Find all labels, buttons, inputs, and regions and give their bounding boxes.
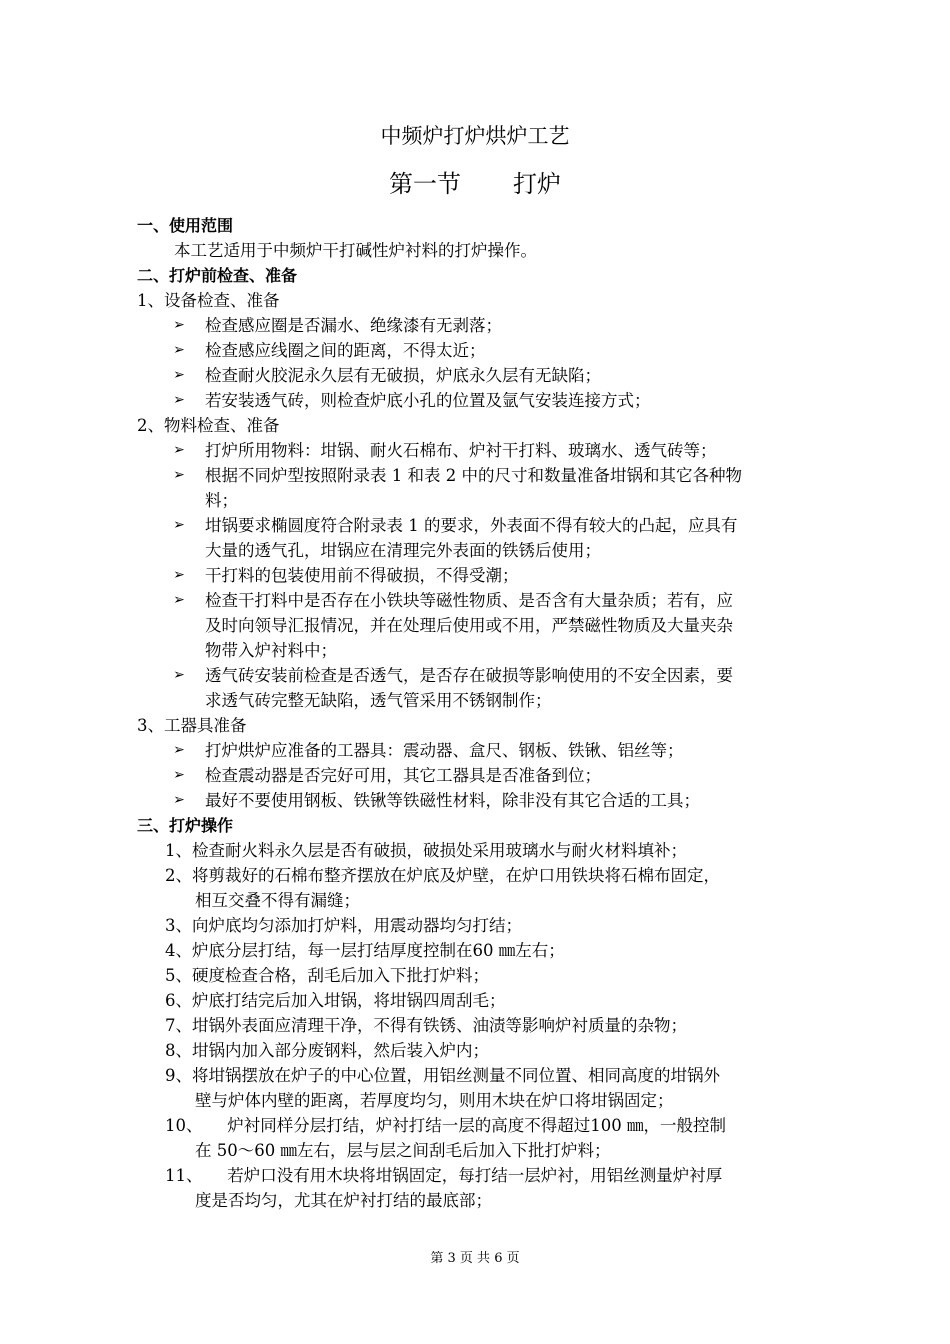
bullet-text: 料； <box>205 491 238 510</box>
heading-preparation: 二、打炉前检查、准备 <box>137 266 298 285</box>
section-heading <box>0 168 950 200</box>
bullet-text: 物带入炉衬料中； <box>205 641 337 660</box>
bullet-item-continuation <box>0 688 950 713</box>
bullet-text: 检查干打料中是否存在小铁块等磁性物质、是否含有大量杂质；若有，应 <box>205 591 733 610</box>
arrow-bullet-icon: ➢ <box>173 367 185 383</box>
step-item: 3、向炉底均匀添加打炉料，用震动器均匀打结； <box>165 916 522 935</box>
bullet-text: 求透气砖完整无缺陷，透气管采用不锈钢制作； <box>205 691 552 710</box>
bullet-item <box>0 738 950 763</box>
bullet-text: 最好不要使用钢板、铁锹等铁磁性材料，除非没有其它合适的工具； <box>205 791 700 810</box>
bullet-text: 大量的透气孔，坩锅应在清理完外表面的铁锈后使用； <box>205 541 601 560</box>
bullet-text: 检查感应线圈之间的距离，不得太近； <box>205 341 486 360</box>
bullet-text: 检查感应圈是否漏水、绝缘漆有无剥落； <box>205 316 502 335</box>
step-item-continuation: 在 50～60 ㎜左右，层与层之间刮毛后加入下批打炉料； <box>195 1141 611 1160</box>
bullet-item <box>0 763 950 788</box>
bullet-item-continuation <box>0 613 950 638</box>
bullet-item-continuation <box>0 538 950 563</box>
heading-scope: 一、使用范围 <box>137 216 234 235</box>
heading-operation: 三、打炉操作 <box>137 816 234 835</box>
bullet-text: 坩锅要求椭圆度符合附录表 1 的要求，外表面不得有较大的凸起，应具有 <box>205 516 738 535</box>
arrow-bullet-icon: ➢ <box>173 342 185 358</box>
bullet-item <box>0 788 950 813</box>
step-item-continuation: 相互交叠不得有漏缝； <box>195 891 360 910</box>
bullet-item <box>0 363 950 388</box>
bullet-item <box>0 463 950 488</box>
step-item: 6、炉底打结完后加入坩锅，将坩锅四周刮毛； <box>165 991 506 1010</box>
arrow-bullet-icon: ➢ <box>173 467 185 483</box>
section-name: 打炉 <box>513 170 561 198</box>
bullet-item <box>0 338 950 363</box>
bullet-item <box>0 663 950 688</box>
bullet-text: 干打料的包装使用前不得破损，不得受潮； <box>205 566 519 585</box>
arrow-bullet-icon: ➢ <box>173 667 185 683</box>
document-title: 中频炉打炉烘炉工艺 <box>380 124 570 148</box>
arrow-bullet-icon: ➢ <box>173 317 185 333</box>
section-number: 第一节 <box>389 170 461 198</box>
arrow-bullet-icon: ➢ <box>173 792 185 808</box>
step-item: 8、坩锅内加入部分废钢料，然后装入炉内； <box>165 1041 489 1060</box>
scope-paragraph: 本工艺适用于中频炉干打碱性炉衬料的打炉操作。 <box>174 241 537 260</box>
step-item: 4、炉底分层打结，每一层打结厚度控制在60 ㎜左右； <box>165 941 565 960</box>
bullet-text: 透气砖安装前检查是否透气，是否存在破损等影响使用的不安全因素，要 <box>205 666 733 685</box>
step-item: 9、将坩锅摆放在炉子的中心位置，用铝丝测量不同位置、相同高度的坩锅外 <box>165 1066 720 1085</box>
bullet-item <box>0 438 950 463</box>
bullet-item-continuation <box>0 638 950 663</box>
bullet-item <box>0 563 950 588</box>
step-item: 7、坩锅外表面应清理干净，不得有铁锈、油渍等影响炉衬质量的杂物； <box>165 1016 687 1035</box>
arrow-bullet-icon: ➢ <box>173 592 185 608</box>
document-body <box>0 213 950 1213</box>
bullet-item-continuation <box>0 488 950 513</box>
step-item: 2、将剪裁好的石棉布整齐摆放在炉底及炉壁，在炉口用铁块将石棉布固定， <box>165 866 720 885</box>
arrow-bullet-icon: ➢ <box>173 442 185 458</box>
bullet-text: 打炉烘炉应准备的工器具：震动器、盒尺、钢板、铁锹、铝丝等； <box>205 741 684 760</box>
bullet-text: 检查震动器是否完好可用，其它工器具是否准备到位； <box>205 766 601 785</box>
subheading-equipment: 1、设备检查、准备 <box>137 291 280 310</box>
bullet-item <box>0 588 950 613</box>
bullet-item <box>0 513 950 538</box>
step-item: 10、 炉衬同样分层打结，炉衬打结一层的高度不得超过100 ㎜，一般控制 <box>165 1116 726 1135</box>
step-item: 5、硬度检查合格，刮毛后加入下批打炉料； <box>165 966 489 985</box>
bullet-text: 检查耐火胶泥永久层有无破损，炉底永久层有无缺陷； <box>205 366 601 385</box>
bullet-item <box>0 313 950 338</box>
arrow-bullet-icon: ➢ <box>173 392 185 408</box>
bullet-text: 打炉所用物料：坩锅、耐火石棉布、炉衬干打料、玻璃水、透气砖等； <box>205 441 717 460</box>
bullet-item <box>0 388 950 413</box>
step-item-continuation: 壁与炉体内壁的距离，若厚度均匀，则用木块在炉口将坩锅固定； <box>195 1091 674 1110</box>
arrow-bullet-icon: ➢ <box>173 742 185 758</box>
subheading-tools: 3、工器具准备 <box>137 716 247 735</box>
page-footer: 第 3 页 共 6 页 <box>430 1251 520 1266</box>
subheading-materials: 2、物料检查、准备 <box>137 416 280 435</box>
bullet-text: 若安装透气砖，则检查炉底小孔的位置及氩气安装连接方式； <box>205 391 651 410</box>
bullet-text: 及时向领导汇报情况，并在处理后使用或不用，严禁磁性物质及大量夹杂 <box>205 616 733 635</box>
arrow-bullet-icon: ➢ <box>173 767 185 783</box>
step-item: 11、 若炉口没有用木块将坩锅固定，每打结一层炉衬，用铝丝测量炉衬厚 <box>165 1166 723 1185</box>
bullet-text: 根据不同炉型按照附录表 1 和表 2 中的尺寸和数量准备坩锅和其它各种物 <box>205 466 742 485</box>
step-item: 1、检查耐火料永久层是否有破损，破损处采用玻璃水与耐火材料填补； <box>165 841 687 860</box>
arrow-bullet-icon: ➢ <box>173 517 185 533</box>
step-item-continuation: 度是否均匀，尤其在炉衬打结的最底部； <box>195 1191 492 1210</box>
arrow-bullet-icon: ➢ <box>173 567 185 583</box>
